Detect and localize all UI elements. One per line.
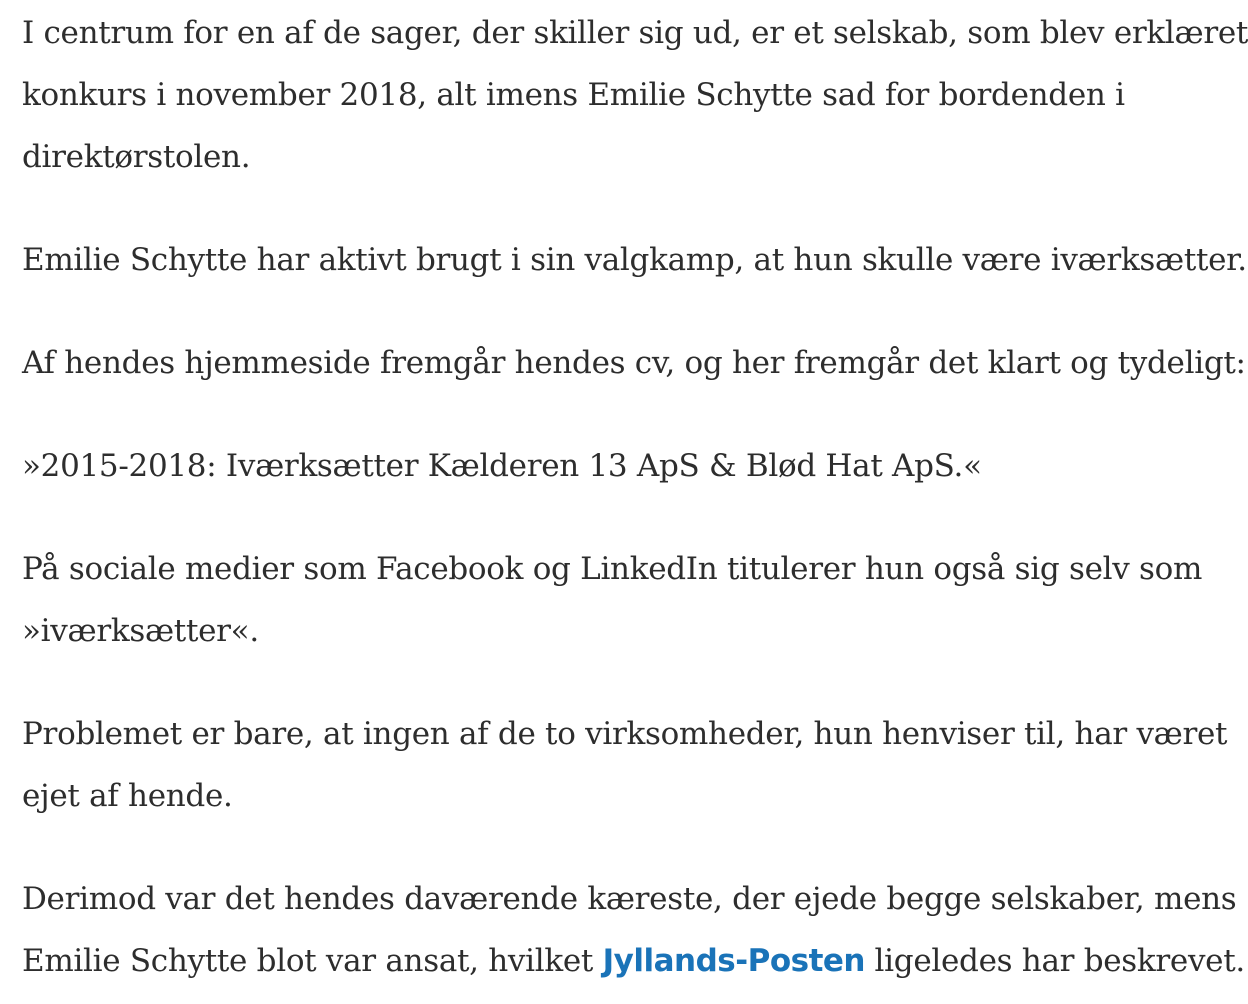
paragraph-line: Emilie Schytte har aktivt brugt i sin valgkamp, at hun skulle være iværksætter. [22, 242, 1247, 278]
paragraph-line: Problemet er bare, at ingen af de to virksomheder, hun henviser til, har været [22, 716, 1228, 752]
paragraph-problem [22, 703, 1228, 827]
paragraph-line: Af hendes hjemmeside fremgår hendes cv, og her fremgår det klart og tydeligt: [22, 345, 1246, 381]
quote-text: »2015-2018: Iværksætter Kælderen 13 ApS & Blød Hat ApS.« [22, 448, 982, 484]
paragraph-ownership [22, 868, 1245, 992]
paragraph-line: konkurs i november 2018, alt imens Emilie Schytte sad for bordenden i [22, 77, 1125, 113]
paragraph-line: Emilie Schytte blot var ansat, hvilket [22, 943, 603, 979]
paragraph-line: ejet af hende. [22, 778, 233, 814]
paragraph-campaign [22, 229, 1247, 291]
paragraph-quote [22, 435, 1182, 497]
paragraph-line: På sociale medier som Facebook og LinkedIn titulerer hun også sig selv som [22, 551, 1203, 587]
paragraph-line: »iværksætter«. [22, 613, 259, 649]
paragraph-line: direktørstolen. [22, 139, 251, 175]
jyllands-posten-link[interactable]: Jyllands-Posten [602, 943, 865, 979]
paragraph-social-media [22, 538, 1203, 662]
paragraph-line: Derimod var det hendes daværende kæreste, der ejede begge selskaber, mens [22, 881, 1237, 917]
paragraph-line: I centrum for en af de sager, der skiller sig ud, er et selskab, som blev erklæret [22, 15, 1248, 51]
paragraph-line: ligeledes har beskrevet. [865, 943, 1245, 979]
paragraph-cv [22, 332, 1246, 394]
article-body [22, 2, 1248, 992]
paragraph-bankruptcy [22, 2, 1248, 188]
